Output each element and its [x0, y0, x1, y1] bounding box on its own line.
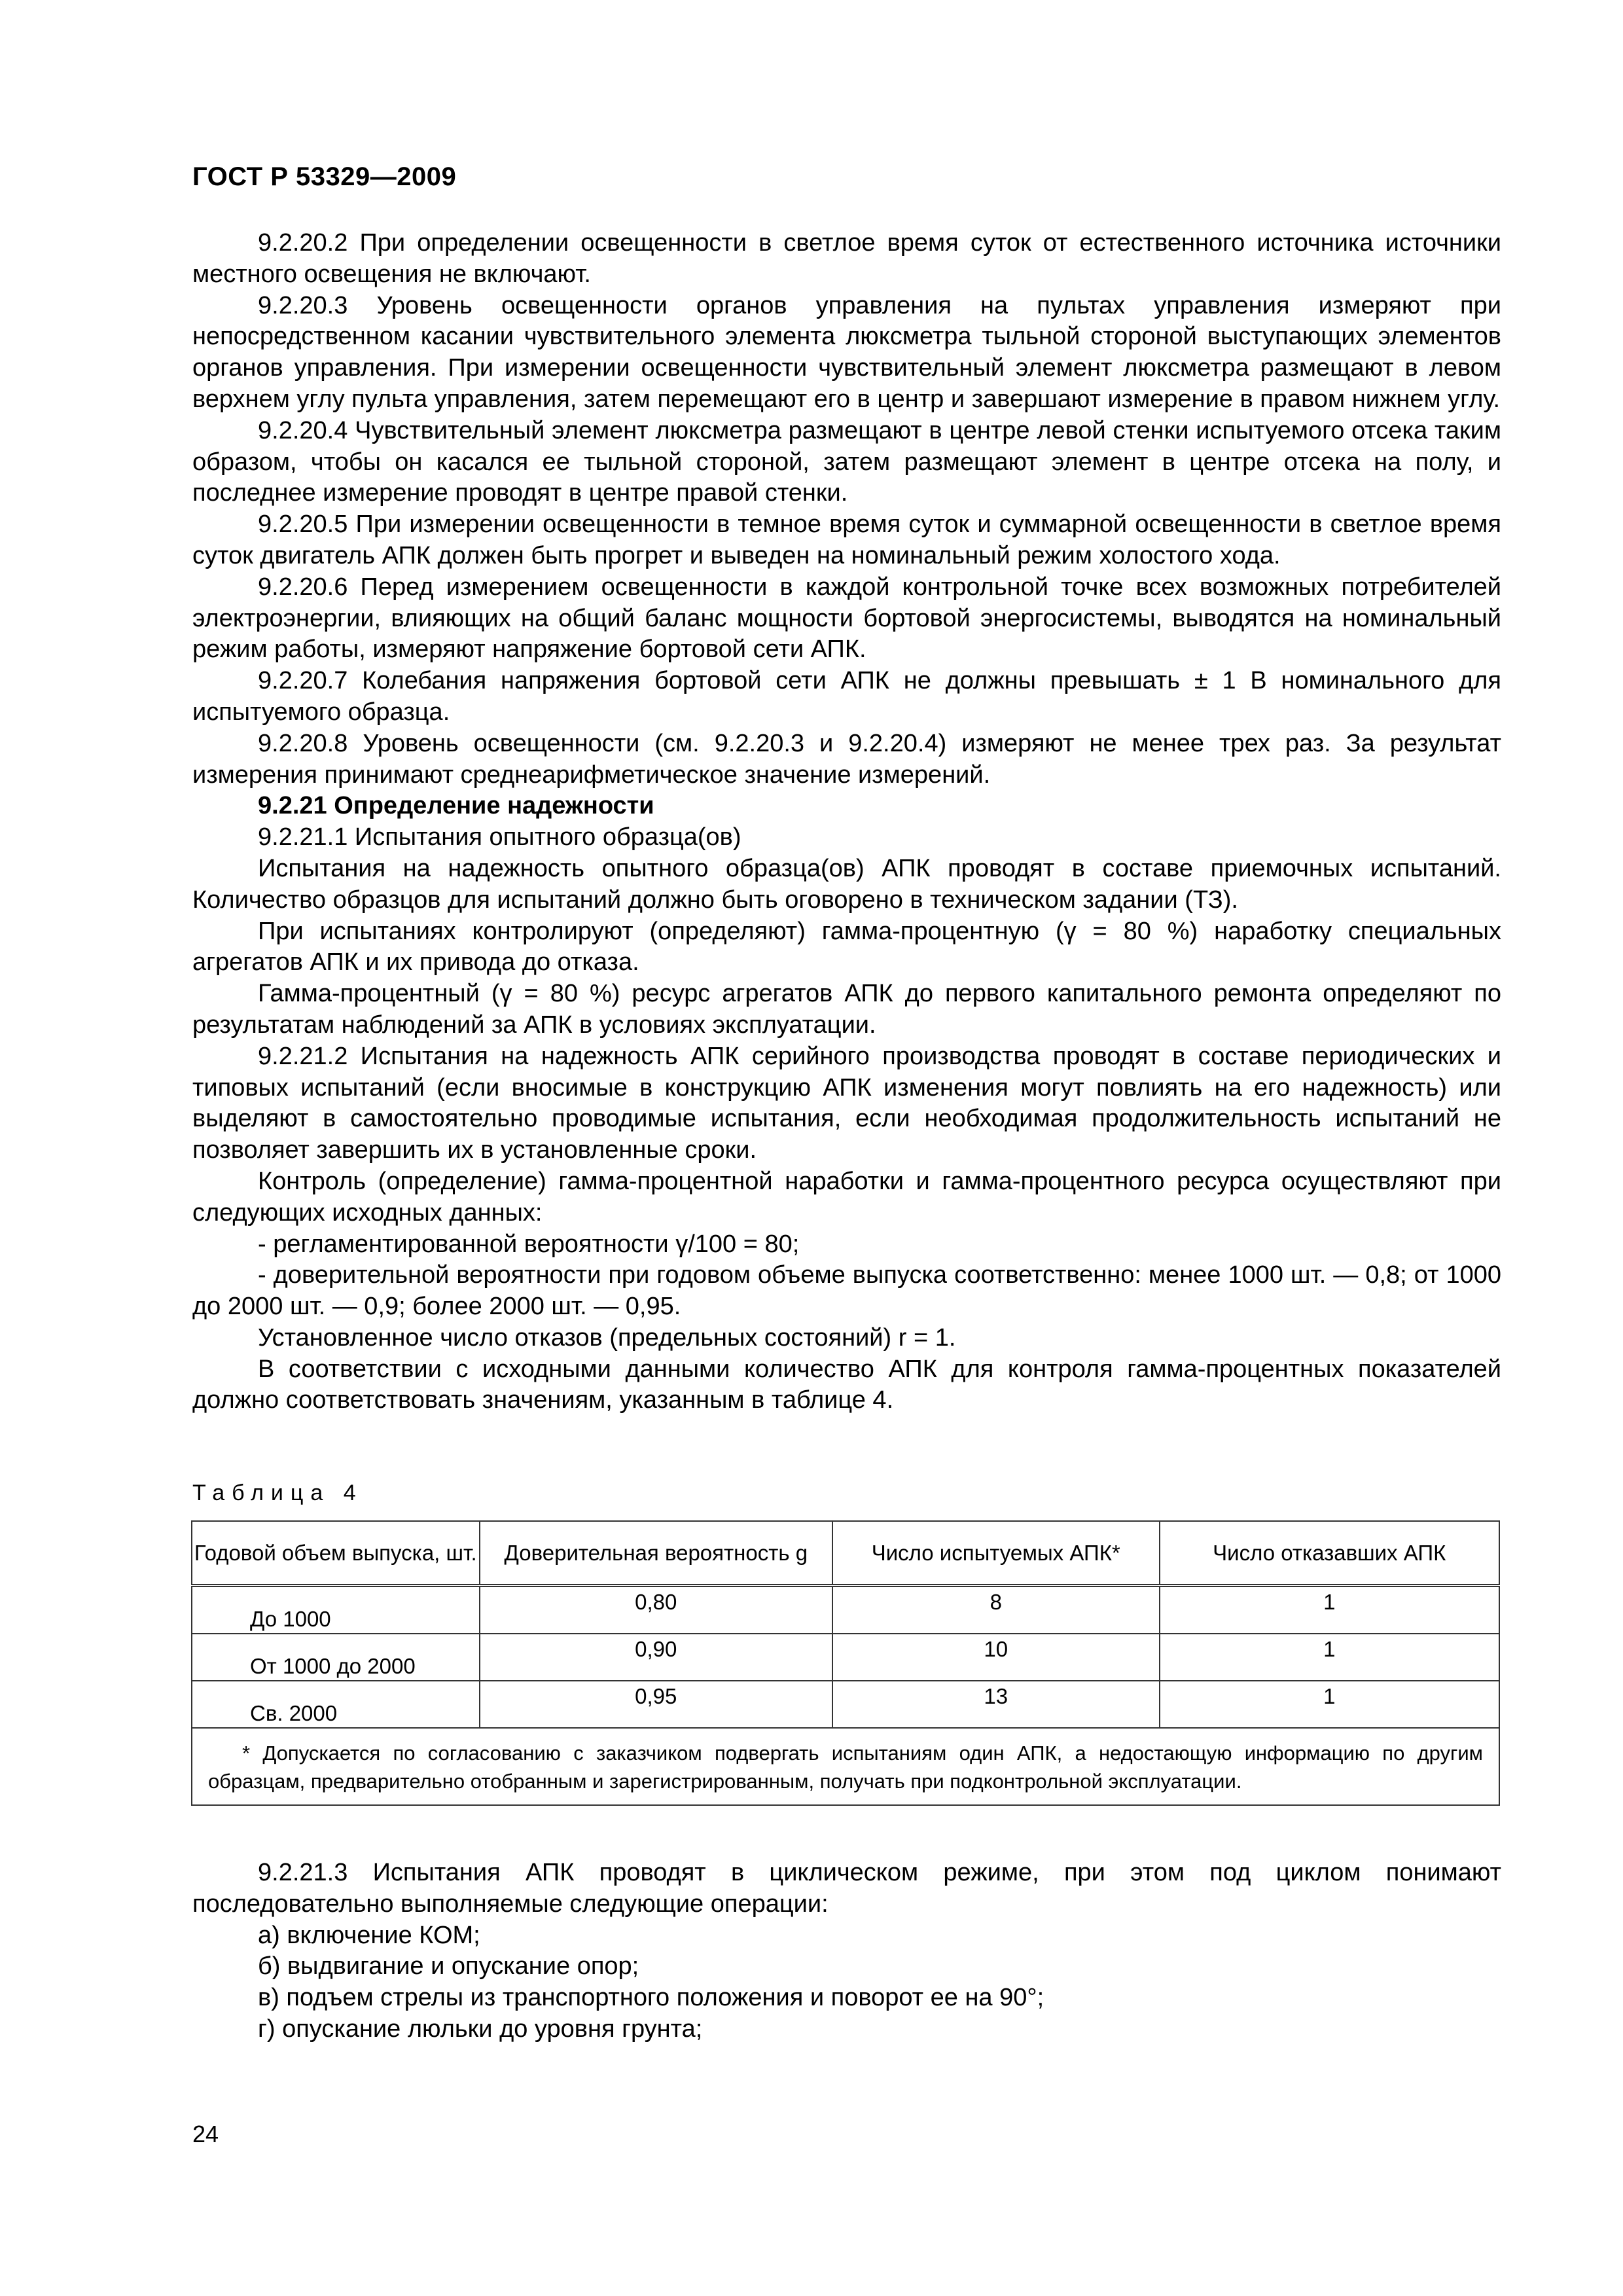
column-header: Годовой объем выпуска, шт. [192, 1521, 480, 1586]
paragraph: Установленное число отказов (предельных состояний) r = 1. [258, 1323, 956, 1352]
main-text [192, 228, 1501, 1416]
table-footnote-row [192, 1728, 1499, 1805]
page-number: 24 [192, 2121, 219, 2147]
paragraph: Испытания на надежность опытного образца(ов) АПК проводят в составе приемочных испытаний. Количество образцов для испытаний должно быть оговорено в техническом задании (ТЗ). [192, 854, 1501, 914]
column-header: Число испытуемых АПК* [832, 1521, 1160, 1586]
table-cell: От 1000 до 2000 [192, 1634, 480, 1681]
footnote-text: * Допускается по согласованию с заказчиком подвергать испытаниям один АПК, а недостающую информацию по другим образцам, предварительно отобранным и зарегистрированным, получать при подконтрольной эксплуатации. [208, 1742, 1483, 1793]
table-cell: До 1000 [192, 1586, 480, 1634]
table-cell: 0,95 [480, 1681, 832, 1728]
table-4 [191, 1520, 1500, 1806]
table-cell: 8 [832, 1586, 1160, 1634]
paragraph: 9.2.20.7 Колебания напряжения бортовой сети АПК не должны превышать ± 1 В номинального для испытуемого образца. [192, 667, 1501, 726]
table-row [192, 1586, 1499, 1634]
list-item: б) выдвигание и опускание опор; [258, 1952, 639, 1981]
paragraph: 9.2.21.3 Испытания АПК проводят в циклическом режиме, при этом под циклом понимают последовательно выполняемые следующие операции: [192, 1859, 1501, 1918]
paragraph: 9.2.21.2 Испытания на надежность АПК серийного производства проводят в составе периодических и типовых испытаний (если вносимые в конструкцию АПК изменения могут повлиять на его надежность) или выделяют в самостоятельно проводимые испытания, если необходимая продолжительность испытаний не позволяет завершить их в установленные сроки. [192, 1042, 1501, 1164]
list-item: г) опускание люльки до уровня грунта; [258, 2015, 703, 2043]
table-cell: 10 [832, 1634, 1160, 1681]
paragraph: 9.2.20.3 Уровень освещенности органов управления на пультах управления измеряют при непосредственном касании чувствительного элемента люксметра тыльной стороной выступающих элементов органов управления. При измерении освещенности чувствительный элемент люксметра размещают в левом верхнем углу пульта управления, затем перемещают его в центр и завершают измерение в правом нижнем углу. [192, 291, 1501, 413]
table-cell: 1 [1160, 1586, 1500, 1634]
paragraph: В соответствии с исходными данными количество АПК для контроля гамма-процентных показателей должно соответствовать значениям, указанным в таблице 4. [192, 1355, 1501, 1414]
list-item: - регламентированной вероятности γ/100 = 80; [258, 1230, 800, 1258]
column-header: Доверительная вероятность g [480, 1521, 832, 1586]
table-cell: 1 [1160, 1681, 1500, 1728]
paragraph: При испытаниях контролируют (определяют) гамма-процентную (γ = 80 %) наработку специальных агрегатов АПК и их привода до отказа. [192, 917, 1501, 977]
table-cell: Св. 2000 [192, 1681, 480, 1728]
column-header: Число отказавших АПК [1160, 1521, 1500, 1586]
paragraph: 9.2.21.1 Испытания опытного образца(ов) [258, 823, 741, 852]
table-caption: Таблица 4 [192, 1480, 363, 1505]
table-cell: 13 [832, 1681, 1160, 1728]
table-row [192, 1681, 1499, 1728]
paragraph: 9.2.20.6 Перед измерением освещенности в каждой контрольной точке всех возможных потребителей электроэнергии, влияющих на общий баланс мощности бортовой энергосистемы, выводятся на номинальный режим работы, измеряют напряжение бортовой сети АПК. [192, 573, 1501, 664]
table-cell: 0,90 [480, 1634, 832, 1681]
section-heading: 9.2.21 Определение надежности [258, 792, 654, 820]
document-code: ГОСТ Р 53329—2009 [192, 162, 457, 191]
table-row [192, 1634, 1499, 1681]
table-cell: 1 [1160, 1634, 1500, 1681]
table-cell: 0,80 [480, 1586, 832, 1634]
list-item: а) включение КОМ; [258, 1921, 480, 1949]
paragraph: 9.2.20.2 При определении освещенности в светлое время суток от естественного источника источники местного освещения не включают. [192, 229, 1501, 288]
paragraph: 9.2.20.4 Чувствительный элемент люксметра размещают в центре левой стенки испытуемого отсека таким образом, чтобы он касался ее тыльной стороной, затем размещают элемент в центре отсека на полу, и последнее измерение проводят в центре правой стенки. [192, 416, 1501, 507]
continued-text [192, 1857, 1501, 2045]
list-item: - доверительной вероятности при годовом объеме выпуска соответственно: менее 1000 шт. — 0,8; от 1000 до 2000 шт. — 0,9; более 2000 шт. — 0,95. [192, 1261, 1501, 1321]
paragraph: 9.2.20.5 При измерении освещенности в темное время суток и суммарной освещенности в светлое время суток двигатель АПК должен быть прогрет и выведен на номинальный режим холостого хода. [192, 511, 1501, 569]
table-footnote [192, 1728, 1499, 1805]
paragraph: Гамма-процентный (γ = 80 %) ресурс агрегатов АПК до первого капитального ремонта определяют по результатам наблюдений за АПК в условиях эксплуатации. [192, 980, 1501, 1039]
table-header-row [192, 1521, 1499, 1586]
paragraph: 9.2.20.8 Уровень освещенности (см. 9.2.20.3 и 9.2.20.4) измеряют не менее трех раз. За результат измерения принимают среднеарифметическое значение измерений. [192, 729, 1501, 789]
paragraph: Контроль (определение) гамма-процентной наработки и гамма-процентного ресурса осуществляют при следующих исходных данных: [192, 1167, 1501, 1227]
list-item: в) подъем стрелы из транспортного положения и поворот ее на 90°; [258, 1984, 1044, 2012]
